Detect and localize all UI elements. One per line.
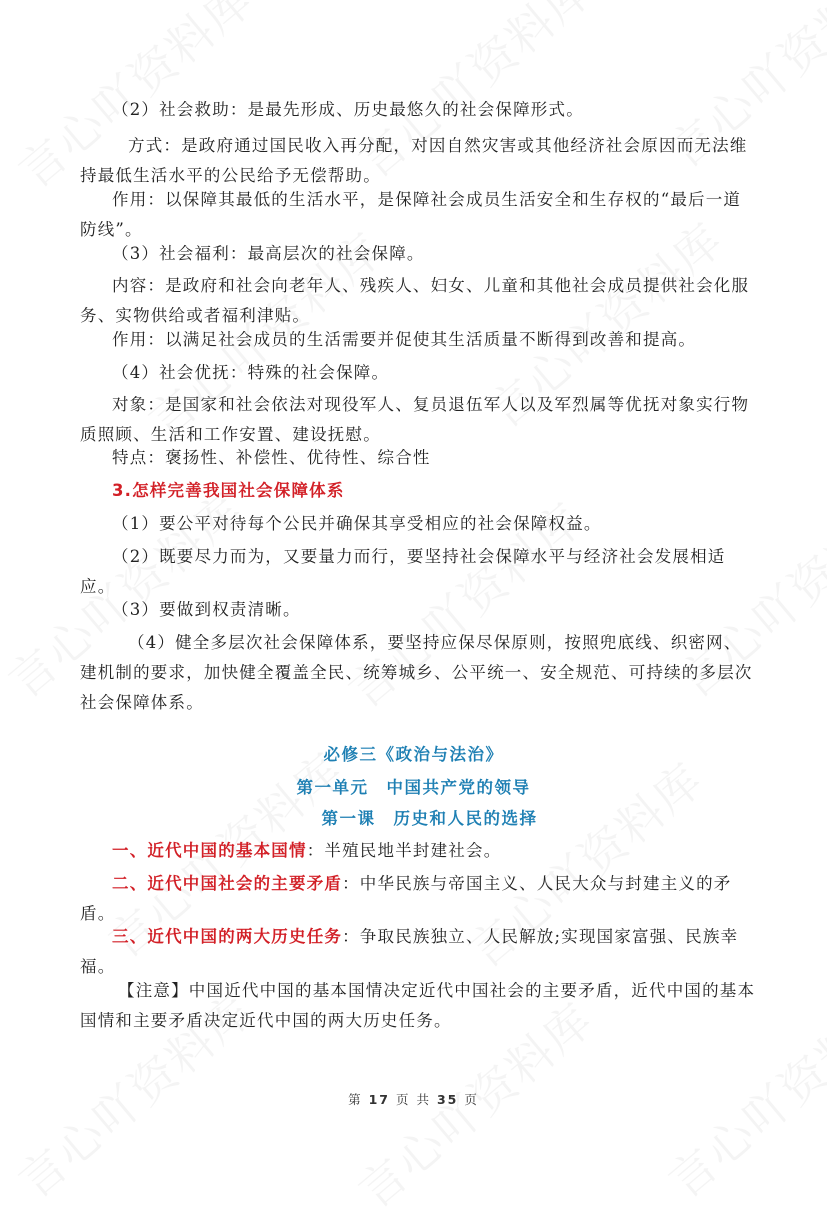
point-label: 二、近代中国社会的主要矛盾 xyxy=(112,874,343,893)
page-footer xyxy=(0,1090,827,1108)
footer-prefix: 第 xyxy=(348,1092,363,1107)
social-care-features: 特点：褒扬性、补偿性、优待性、综合性 xyxy=(112,448,431,467)
unit-title: 第一单元 中国共产党的领导 xyxy=(296,778,531,797)
point-label: 三、近代中国的两大历史任务 xyxy=(112,927,343,946)
social-welfare-function: 作用：以满足社会成员的生活需要并促使其生活质量不断得到改善和提高。 xyxy=(112,330,697,349)
book-title: 必修三《政治与法治》 xyxy=(323,745,504,764)
social-care-heading: （4）社会优抚：特殊的社会保障。 xyxy=(112,363,390,382)
social-assistance-method: 方式：是政府通过国民收入再分配，对因自然灾害或其他经济社会原因而无法维持最低生活水平的公民给予无偿帮助。 xyxy=(80,136,748,185)
note-paragraph: 【注意】中国近代中国的基本国情决定近代中国社会的主要矛盾，近代中国的基本国情和主要矛盾决定近代中国的两大历史任务。 xyxy=(80,981,756,1030)
footer-mid: 页 共 xyxy=(396,1092,431,1107)
point-main-contradiction xyxy=(80,869,756,929)
improve-item: （4）健全多层次社会保障体系，要坚持应保尽保原则，按照兜底线、织密网、建机制的要求，加快健全覆盖全民、统筹城乡、公平统一、安全规范、可持续的多层次社会保障体系。 xyxy=(80,633,753,712)
point-text: ：争取民族独立、人民解放;实现国家富强、民族幸福。 xyxy=(80,927,739,976)
footer-suffix: 页 xyxy=(464,1092,479,1107)
total-pages-number: 35 xyxy=(436,1092,459,1107)
point-label: 一、近代中国的基本国情 xyxy=(112,841,307,860)
social-welfare-heading: （3）社会福利：最高层次的社会保障。 xyxy=(112,244,425,263)
point-text: ：半殖民地半封建社会。 xyxy=(306,841,502,860)
improve-item: （2）既要尽力而为，又要量力而行，要坚持社会保障水平与经济社会发展相适应。 xyxy=(80,547,726,596)
point-basic-national-condition xyxy=(80,836,756,866)
social-assistance-function: 作用：以保障其最低的生活水平，是保障社会成员生活安全和生存权的“最后一道防线”。 xyxy=(80,190,742,239)
social-care-target: 对象：是国家和社会依法对现役军人、复员退伍军人以及军烈属等优抚对象实行物质照顾、生活和工作安置、建设抚慰。 xyxy=(80,395,750,444)
improve-item: （3）要做到权责清晰。 xyxy=(112,600,301,619)
social-assistance-heading: （2）社会救助：是最先形成、历史最悠久的社会保障形式。 xyxy=(112,100,584,119)
improve-item: （1）要公平对待每个公民并确保其享受相应的社会保障权益。 xyxy=(112,514,602,533)
social-welfare-content: 内容：是政府和社会向老年人、残疾人、妇女、儿童和其他社会成员提供社会化服务、实物供给或者福利津贴。 xyxy=(80,276,750,325)
improve-section-heading: 3.怎样完善我国社会保障体系 xyxy=(112,481,345,500)
point-historic-tasks xyxy=(80,922,756,982)
point-text: ：中华民族与帝国主义、人民大众与封建主义的矛盾。 xyxy=(80,874,732,923)
lesson-title: 第一课 历史和人民的选择 xyxy=(321,809,538,828)
current-page-number: 17 xyxy=(368,1092,391,1107)
